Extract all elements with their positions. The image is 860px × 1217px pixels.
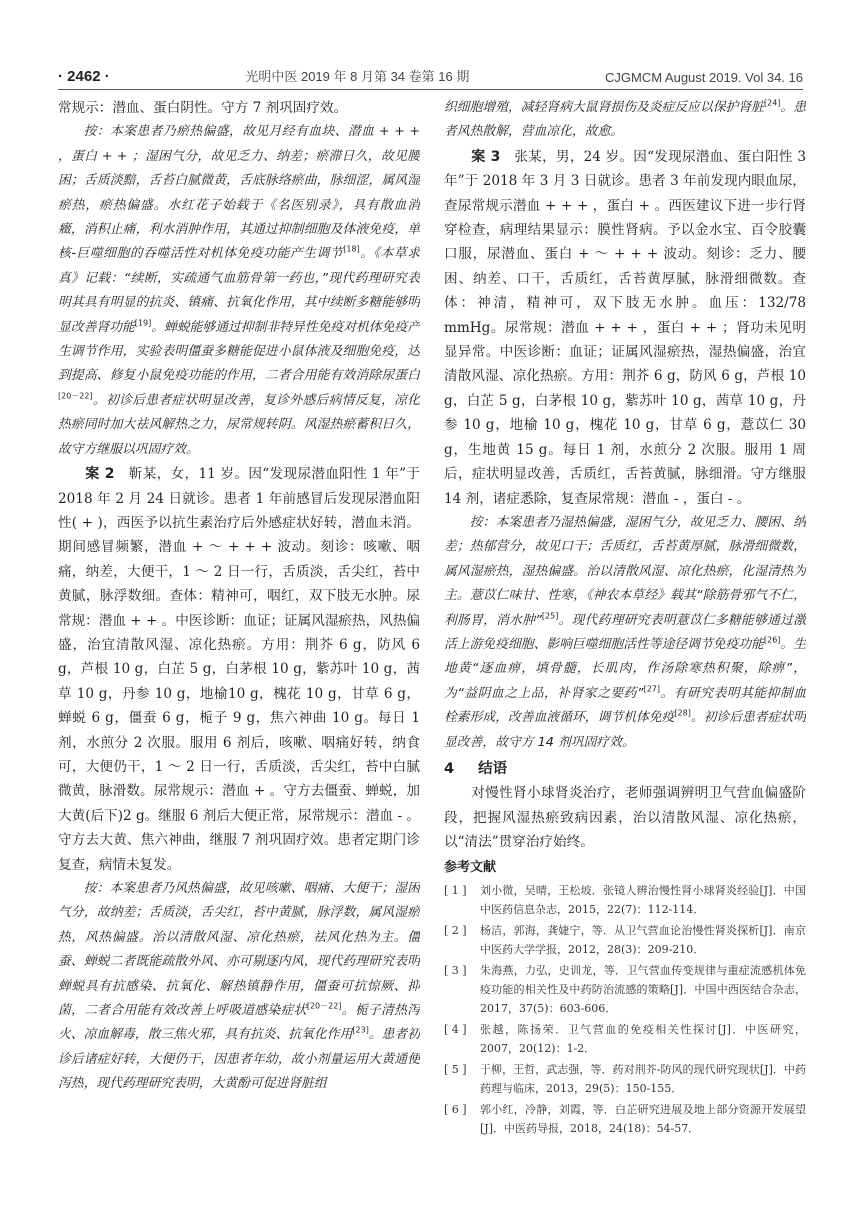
reference-number: [ 4 ] bbox=[444, 1022, 467, 1036]
reference-text: 刘小微，吴晴，王松坡．张镜人辨治慢性肾小球肾炎经验[J]．中国中医药信息杂志，2015，22(7)：112-114． bbox=[480, 883, 806, 916]
section-title: 结语 bbox=[478, 760, 508, 777]
reference-text: 张越，陈扬荣．卫气营血的免疫相关性探讨[J]．中医研究，2007，20(12)：1-2． bbox=[480, 1022, 806, 1055]
case2-commentary: 按：本案患者乃风热偏盛，故见咳嗽、咽痛、大便干；湿困气分，故纳差；舌质淡，舌尖红，苔中黄腻，脉浮数，属风湿瘀热，风热偏盛。治以清散风湿、凉化热瘀，祛风化热为主。僵蚕、蝉蜕二者既能疏散外风、亦可剔逐内风，现代药理研究表明蝉蜕具有抗感染、抗氧化、解热镇静作用，僵蚕可抗惊厥、抑菌，二者合用能有效改善上呼吸道感染症状[20－22]。栀子清热泻火、凉血解毒，散三焦火邪，具有抗炎、抗氧化作用[23]。患者初诊后诸症好转，大便仍干，因患者年幼，故小剂量运用大黄通便泻热，现代药理研究表明，大黄酚可促进肾脏组 bbox=[58, 881, 420, 1092]
left-column bbox=[58, 96, 420, 1181]
section-number: 4 bbox=[444, 760, 455, 777]
reference-item bbox=[444, 921, 806, 959]
reference-text: 杨洁，郭海，龚婕宁，等．从卫气营血论治慢性肾炎探析[J]．南京中医药大学学报，2012，28(3)：209-210． bbox=[480, 923, 806, 956]
reference-text: 郭小红，冷静，刘霞，等．白芷研究进展及地上部分资源开发展望[J]．中医药导报，2018，24(18)：54-57． bbox=[480, 1102, 806, 1135]
section-heading bbox=[444, 757, 806, 781]
citation: [20－22] bbox=[58, 391, 93, 401]
reference-number: [ 5 ] bbox=[444, 1062, 467, 1076]
reference-text: 朱海燕，力弘，史训龙，等．卫气营血传变规律与重症流感机体免疫功能的相关性及中药防治流感的策略[J]．中国中西医结合杂志，2017，37(5)：603-606． bbox=[480, 963, 806, 1015]
citation: [28] bbox=[674, 708, 691, 718]
reference-item bbox=[444, 1060, 806, 1098]
citation: [26] bbox=[763, 635, 781, 645]
page-number: · 2462 · bbox=[58, 68, 110, 85]
journal-header-en: CJGMCM August 2019. Vol 34. 16 bbox=[604, 70, 803, 85]
paragraph-case1-end: 常规示：潜血、蛋白阴性。守方 7 剂巩固疗效。 bbox=[58, 100, 348, 116]
right-column bbox=[444, 96, 806, 1181]
citation: [18] bbox=[343, 245, 360, 255]
citation: [19] bbox=[134, 318, 152, 328]
reference-item bbox=[444, 961, 806, 1018]
case3-paragraph: 案 3 张某，男，24 岁。因“发现尿潜血、蛋白阳性 3 年”于 2018 年 3 月 3 日就诊。患者 3 年前发现内眼血尿，查尿常规示潜血 + + + ，蛋白 + 。西医建议下进一步行肾穿检查，病理结果显示：膜性肾病。予以金水宝、百令胶囊口服，尿潜血、蛋白 + ～ + + + 波动。刻诊：乏力、腰困、纳差、口干，舌质红，舌苔黄厚腻，脉滑细微数。查体：神清，精神可，双下肢无水肿。血压：132/78 mmHg。尿常规：潜血 + + + ，蛋白 + + ；肾功未见明显异常。中医诊断：血证；证属风湿瘀热，湿热偏盛，治宜清散风湿、凉化热瘀。方用：荆芥 6 g，防风 6 g，芦根 10 g，白芷 5 g，白茅根 10 g，紫苏叶 10 g，茜草 10 g，丹参 10 g，地榆 10 g，槐花 10 g，甘草 6 g，薏苡仁 30 g，生地黄 15 g。每日 1 剂，水煎分 2 次服。服用 1 周后，症状明显改善，舌质红，舌苔黄腻，脉细滑。守方继服 14 剂，诸症悉除，复查尿常规：潜血 - ，蛋白 - 。 bbox=[444, 148, 806, 507]
reference-item bbox=[444, 1100, 806, 1138]
reference-number: [ 3 ] bbox=[444, 963, 467, 977]
reference-number: [ 1 ] bbox=[444, 883, 467, 897]
case3-commentary: 按：本案患者乃湿热偏盛，湿困气分，故见乏力、腰困、纳差；热郁营分，故见口干；舌质红，舌苔黄厚腻，脉滑细微数，属风湿瘀热，湿热偏盛。治以清散风湿、凉化热瘀，化湿清热为主。薏苡仁味甘、性寒，《神农本草经》载其“除筋骨邪气不仁，利肠胃，消水肿”[25]。现代药理研究表明薏苡仁多糖能够通过激活上游免疫细胞、影响巨噬细胞活性等途径调节免疫功能[26]。生地黄“逐血痹，填骨髓，长肌肉，作汤除寒热积聚，除痹”，为“益阴血之上品，补肾家之要药”[27]。有研究表明其能抑制血栓素形成，改善血液循环，调节机体免疫[28]。初诊后患者症状明显改善，故守方 14 剂巩固疗效。 bbox=[444, 514, 806, 750]
reference-item bbox=[444, 881, 806, 919]
citation: [20－22] bbox=[306, 1001, 342, 1011]
references-heading: 参考文献 bbox=[444, 859, 497, 875]
citation: [23] bbox=[352, 1026, 369, 1036]
reference-item bbox=[444, 1020, 806, 1058]
case1-commentary: 按：本案患者乃瘀热偏盛，故见月经有血块、潜血 + + + ，蛋白 + + ；湿困气分，故见乏力、纳差；瘀滞日久，故见腰困；舌质淡黯，舌苔白腻微黄，舌底脉络瘀曲，脉细涩，属风湿瘀热，瘀热偏盛。水红花子始载于《名医别录》，具有散血消癥，消积止痛，利水消肿作用，其通过抑制细胞及体液免疫，单核-巨噬细胞的吞噬活性对机体免疫功能产生调节[18]。《本草求真》记载：“续断，实疏通气血筋骨第一药也，”现代药理研究表明其具有明显的抗炎、镇痛、抗氧化作用，其中续断多糖能够明显改善肾功能[19]。蝉蜕能够通过抑制非特异性免疫对机体免疫产生调节作用，实验表明僵蚕多糖能促进小鼠体液及细胞免疫，达到提高、修复小鼠免疫功能的作用，二者合用能有效消除尿蛋白[20－22]。初诊后患者症状明显改善，复诊外感后病情反复，凉化热瘀同时加大祛风解热之力，尿常规转阴。风湿热瘀蓄积日久，故守方继服以巩固疗效。 bbox=[58, 124, 420, 457]
running-header bbox=[58, 54, 803, 90]
citation: [24] bbox=[763, 98, 781, 108]
conclusion-paragraph: 对慢性肾小球肾炎治疗，老师强调辨明卫气营血偏盛阶段，把握风湿热瘀致病因素，治以清散风湿、凉化热瘀，以“清法”贯穿治疗始终。 bbox=[444, 785, 806, 851]
reference-list bbox=[444, 881, 806, 1138]
case3-label: 案 3 bbox=[471, 148, 501, 165]
case2-label: 案 2 bbox=[85, 466, 115, 483]
reference-text: 于柳，王哲，武志强，等．药对荆芥-防风的现代研究现状[J]．中药药理与临床，2013，29(5)：150-155． bbox=[480, 1062, 806, 1095]
citation: [27] bbox=[643, 684, 660, 694]
reference-number: [ 6 ] bbox=[444, 1102, 467, 1116]
reference-number: [ 2 ] bbox=[444, 923, 467, 937]
journal-header-cn: 光明中医 2019 年 8 月第 34 卷第 16 期 bbox=[245, 69, 470, 84]
citation: [25] bbox=[541, 611, 559, 621]
case2-commentary-continued: 织细胞增殖，减轻肾病大鼠肾损伤及炎症反应以保护肾脏[24]。患者风热散解，营血凉化，故愈。 bbox=[444, 98, 806, 140]
case2-paragraph: 案 2 靳某，女，11 岁。因“发现尿潜血阳性 1 年”于 2018 年 2 月 24 日就诊。患者 1 年前感冒后发现尿潜血阳性( + )，西医予以抗生素治疗后外感症状好转，潜血未消。期间感冒频繁，潜血 + ～ + + + 波动。刻诊：咳嗽、咽痛，纳差，大便干，1 ～ 2 日一行，舌质淡，舌尖红，苔中黄腻，脉浮数细。查体：精神可，咽红，双下肢无水肿。尿常规：潜血 + + 。中医诊断：血证；证属风湿瘀热，风热偏盛，治宜清散风湿、凉化热瘀。方用：荆芥 6 g，防风 6 g，芦根 10 g，白芷 5 g，白茅根 10 g，紫苏叶 10 g，茜草 10 g，丹参 10 g，地榆10 g，槐花 10 g，甘草 6 g，蝉蜕 6 g，僵蚕 6 g，栀子 9 g，焦六神曲 10 g。每日 1 剂，水煎分 2 次服。服用 6 剂后，咳嗽、咽痛好转，纳食可，大便仍干，1 ～ 2 日一行，舌质淡，舌尖红，苔中白腻微黄，脉滑数。尿常规示：潜血 + 。守方去僵蚕、蝉蜕，加大黄(后下)2 g。继服 6 剂后大便正常，尿常规示：潜血 - 。守方去大黄、焦六神曲，继服 7 剂巩固疗效。患者定期门诊复查，病情未复发。 bbox=[58, 466, 420, 873]
